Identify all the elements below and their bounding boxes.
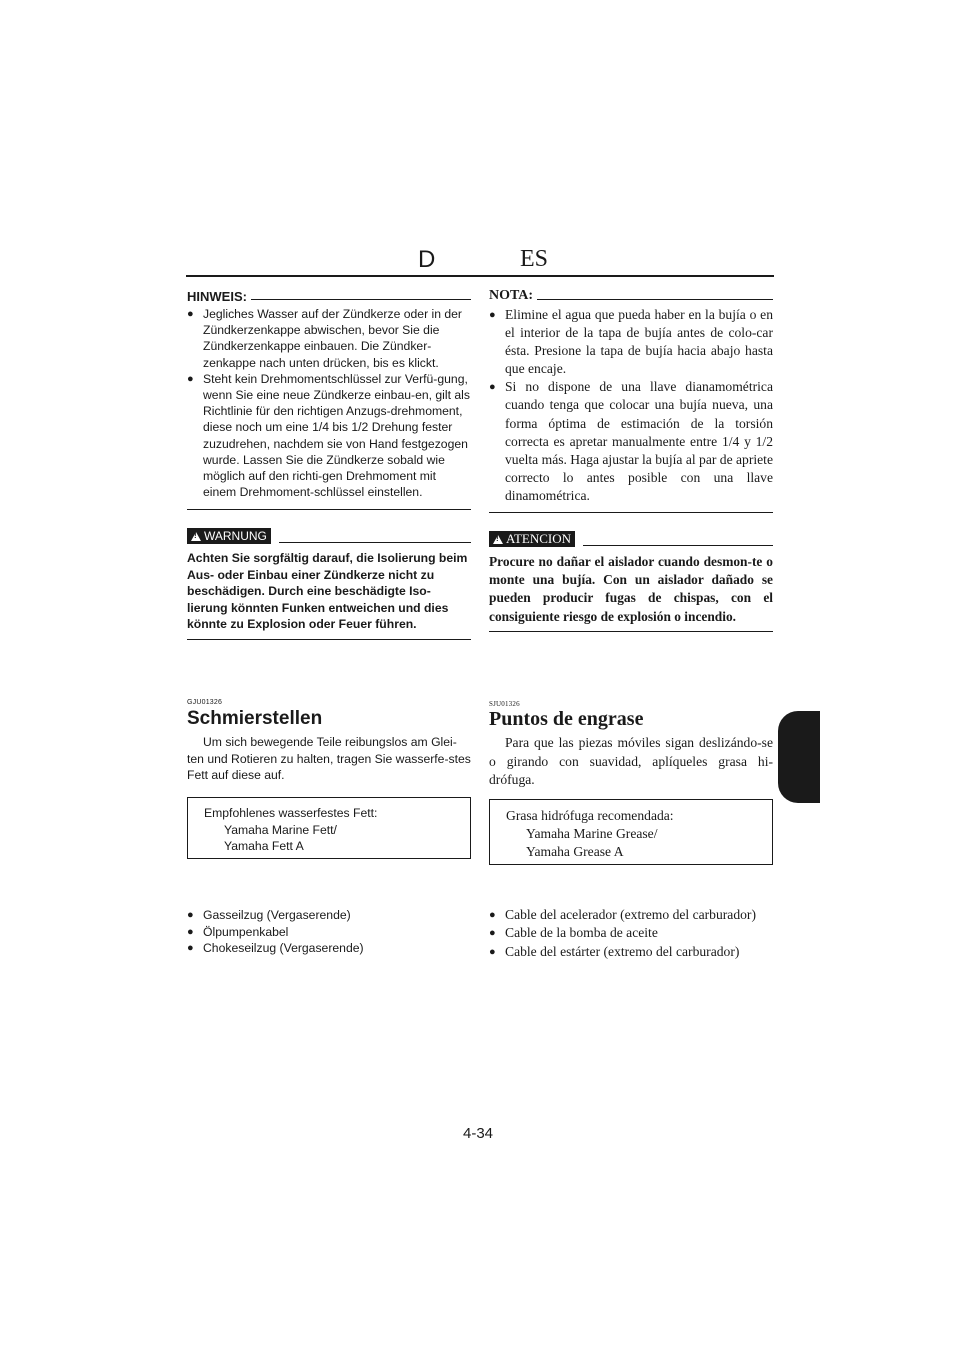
- note-end-rule: [489, 512, 773, 513]
- note-item: ● Elimine el agua que pueda haber en la bujía o en el interior de la tapa de bujía antes de colo-car ésta. Presione la tapa de bujía hacia abajo hasta que encaje.: [489, 306, 773, 378]
- chapter-tab: [778, 711, 820, 803]
- spec-box: [489, 799, 773, 865]
- header-rule: [186, 275, 774, 277]
- column-spanish: [489, 286, 773, 632]
- lubrication-list: [187, 907, 471, 957]
- spec-box: [187, 797, 471, 859]
- section-title: Schmierstellen: [187, 708, 323, 729]
- note-title: HINWEIS:: [187, 289, 247, 304]
- note-item: ● Steht kein Drehmomentschlüssel zur Verfü-gung, wenn Sie eine neue Zündkerze einbau-en, gilt als Richtlinie für den richtigen Anzugs-drehmoment, diese noch um eine 1/4 bis 1/2 Drehung fester zuzudrehen, nachdem sie von Hand festgezogen wurde. Lassen Sie die Zündkerze sobald wie möglich auf den richti-gen Drehmoment mit einem Drehmoment-schlüssel einstellen.: [187, 371, 471, 501]
- warning-label: ATENCION: [506, 531, 571, 547]
- language-label-es: ES: [520, 246, 549, 272]
- spec-value: Yamaha Fett A: [224, 839, 304, 853]
- section-code: GJU01326: [187, 699, 223, 706]
- warning-end-rule: [489, 631, 773, 632]
- section-code: SJU01326: [489, 700, 520, 708]
- spec-title: Grasa hidrófuga recomendada:: [506, 808, 674, 823]
- list-item: ● Cable del acelerador (extremo del carburador): [489, 906, 773, 924]
- warning-badge: [187, 528, 271, 544]
- note-end-rule: [187, 509, 471, 510]
- warning-triangle-icon: [493, 535, 503, 544]
- note-item: ● Jegliches Wasser auf der Zündkerze oder in der Zündkerzenkappe abwischen, bevor Sie die Zündkerzenkappe einbauen. Die Zündker-zenkappe nach unten drücken, bis es klickt.: [187, 306, 471, 371]
- section-title: Puntos de engrase: [489, 708, 644, 730]
- page-number: 4-34: [463, 1125, 494, 1142]
- spec-value: Yamaha Marine Grease/: [526, 826, 658, 841]
- warning-text: Achten Sie sorgfältig darauf, die Isolierung beim Aus- oder Einbau einer Zündkerze nicht zu beschädigen. Durch eine beschädigte Iso-lierung könnten Funken entweichen und dies könnte zu Explosion oder Feuer führen.: [187, 551, 468, 632]
- section-body: Um sich bewegende Teile reibungslos am Glei-ten und Rotieren zu halten, tragen Sie wasserfe-stes Fett auf diese auf.: [187, 735, 471, 782]
- note-item: ● Si no dispone de una llave dianamométrica cuando tenga que colocar una bujía nueva, una forma óptima de estimación de la torsión correcta es apretar manualmente entre 1/4 y 1/2 vuelta más. Haga ajustar la bujía al par de apriete correcto lo antes posible con una llave dinamométrica.: [489, 378, 773, 505]
- list-item: ● Gasseilzug (Vergaserende): [187, 907, 471, 924]
- column-german: [187, 286, 471, 640]
- warning-badge: [489, 531, 575, 547]
- list-item: ● Cable de la bomba de aceite: [489, 924, 773, 942]
- note-title: NOTA:: [489, 288, 534, 303]
- warning-triangle-icon: [191, 532, 201, 541]
- warning-heading: [489, 527, 773, 547]
- section-body: Para que las piezas móviles sigan deslizándo-se o girando con suavidad, aplíqueles grasa hi-drófuga.: [489, 735, 773, 787]
- note-heading: [187, 286, 471, 304]
- spec-value: Yamaha Grease A: [526, 844, 624, 859]
- list-item: ● Cable del estárter (extremo del carburador): [489, 943, 773, 961]
- list-item: ● Ölpumpenkabel: [187, 924, 471, 941]
- spec-title: Empfohlenes wasserfestes Fett:: [204, 806, 378, 820]
- note-list: [489, 306, 773, 505]
- warning-text: Procure no dañar el aislador cuando desmon-te o monte una bujía. Con un aislador dañado se pueden producir fugas de chispas, con el consiguiente riesgo de explosión o incendio.: [489, 554, 773, 624]
- spec-value: Yamaha Marine Fett/: [224, 822, 337, 837]
- note-heading: [489, 286, 773, 304]
- list-item: ● Chokeseilzug (Vergaserende): [187, 940, 471, 957]
- warning-end-rule: [187, 639, 471, 640]
- warning-heading: [187, 524, 471, 544]
- lubrication-list: [489, 906, 773, 961]
- note-list: [187, 306, 471, 500]
- warning-label: WARNUNG: [204, 529, 267, 544]
- language-label-de: D: [418, 246, 436, 273]
